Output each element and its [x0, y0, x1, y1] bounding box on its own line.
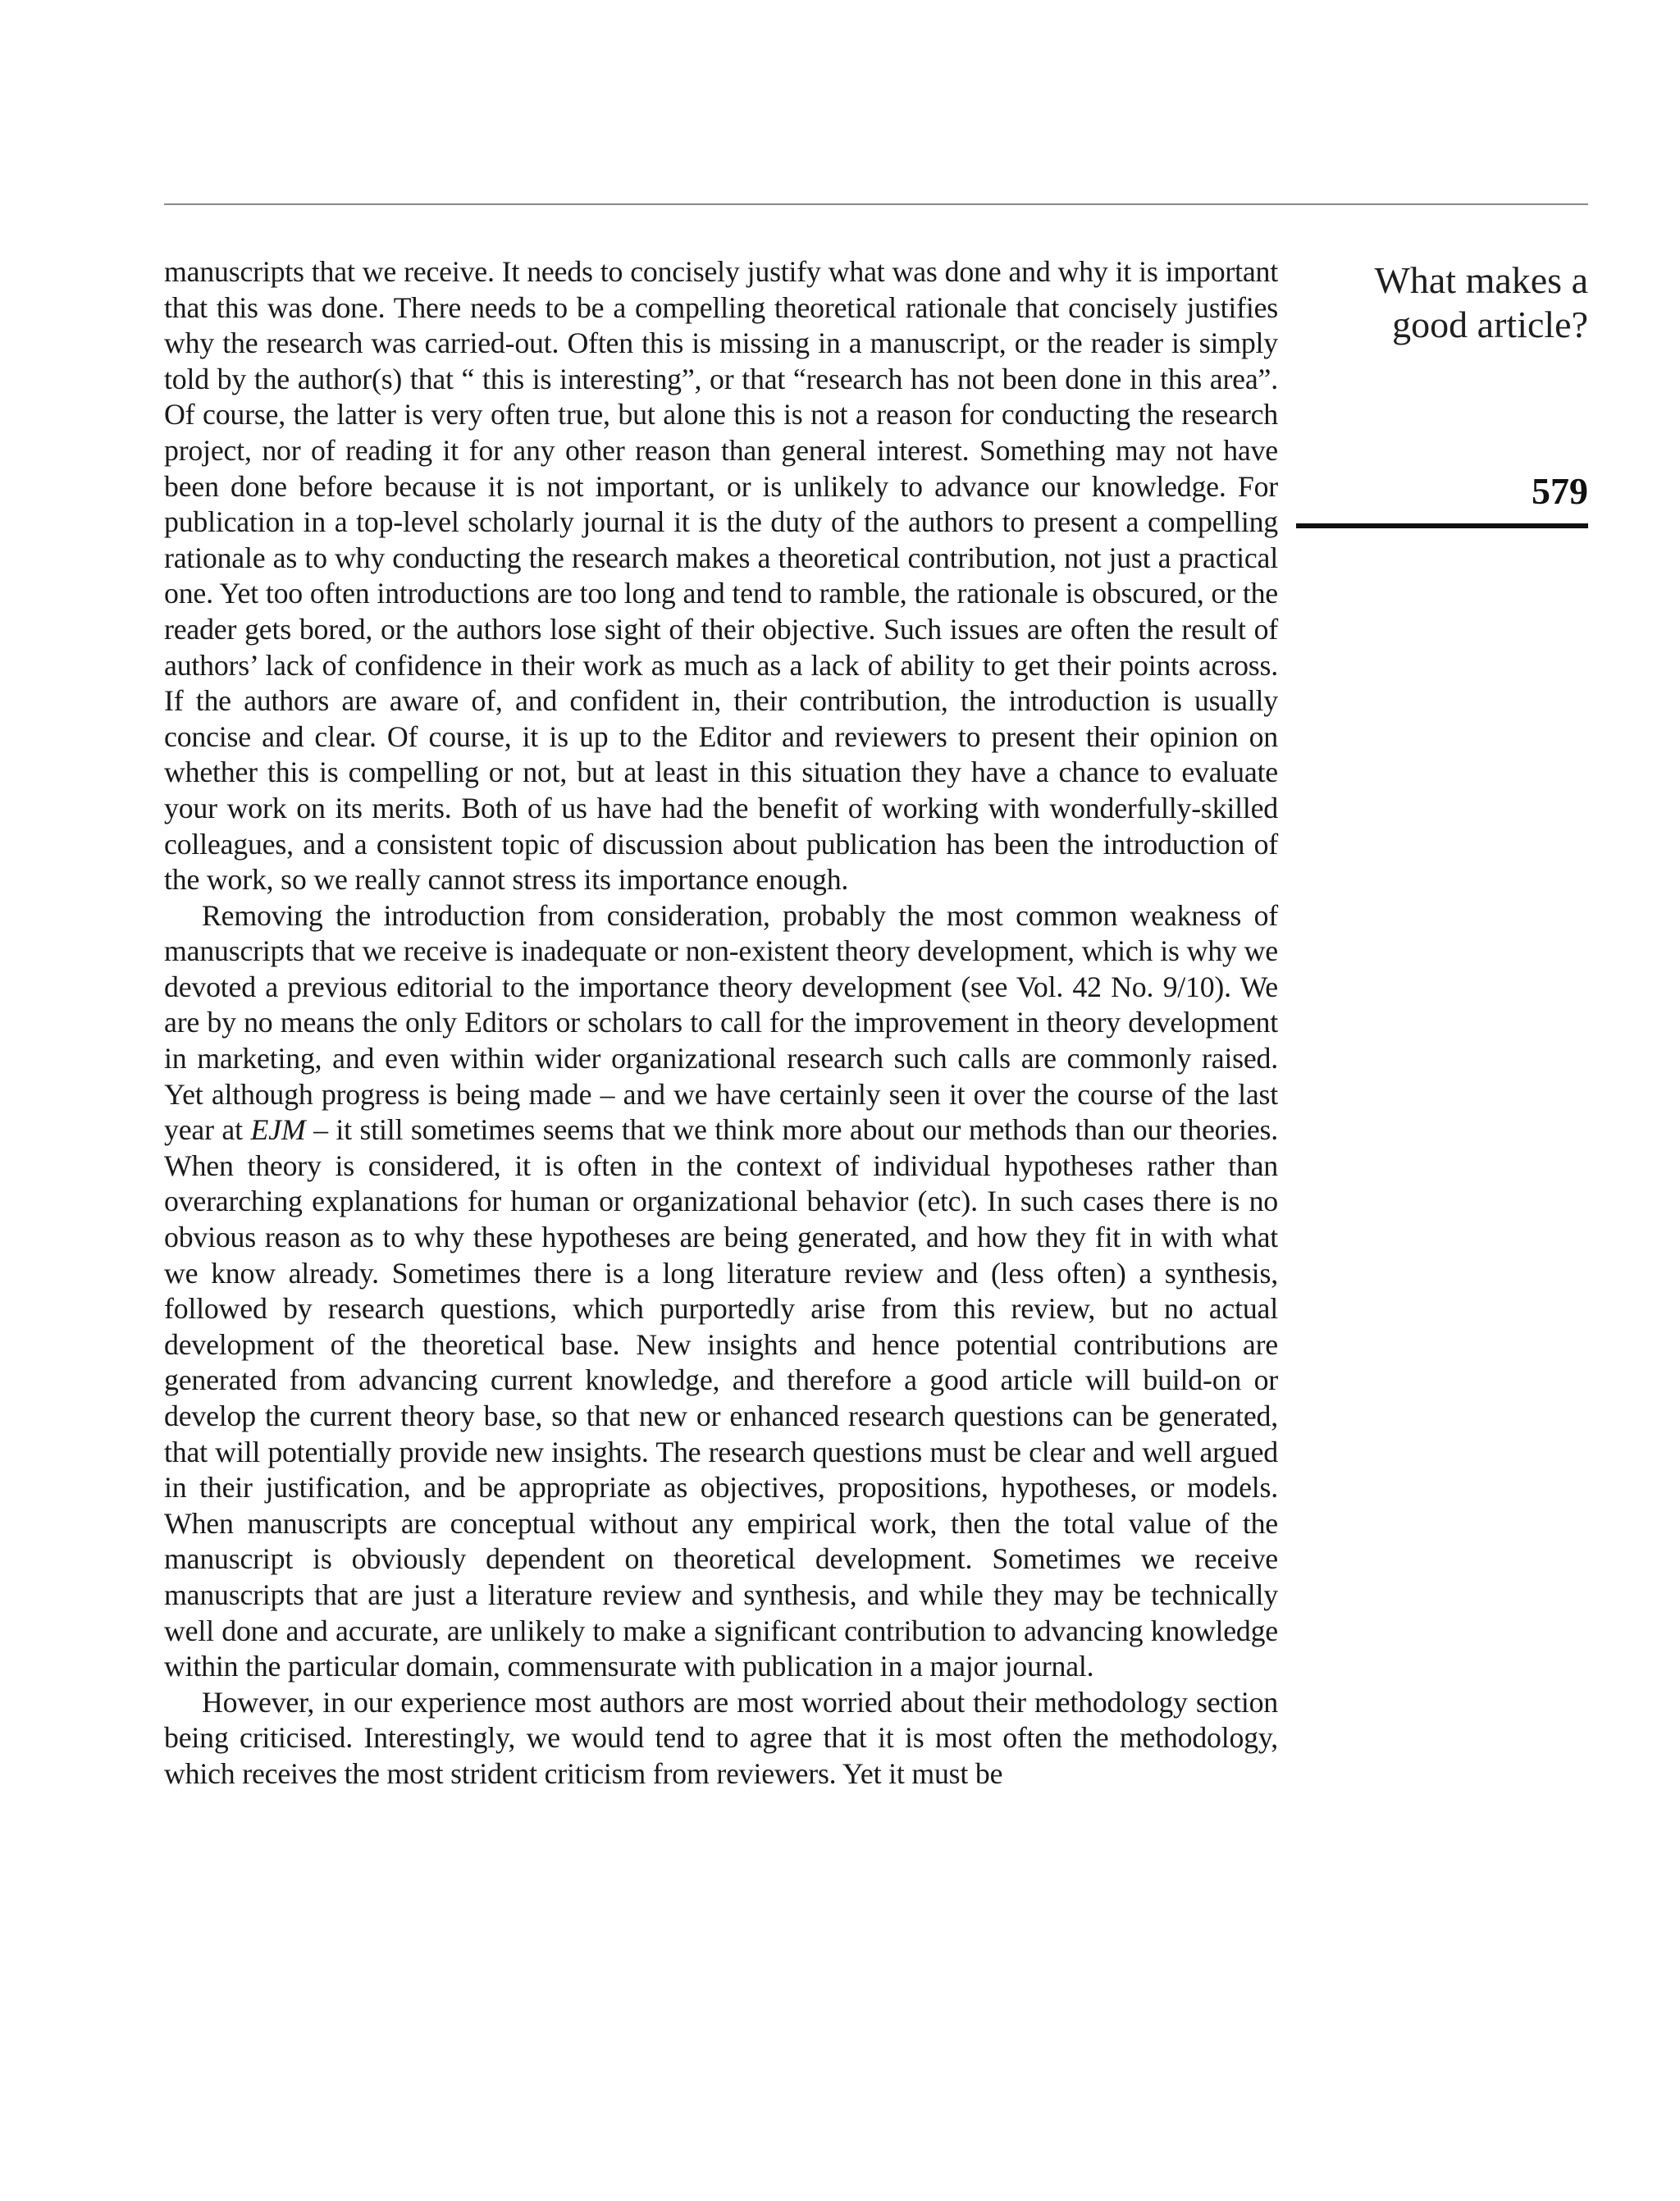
paragraph-1: manuscripts that we receive. It needs to concisely justify what was done and why it is important that this was done. There needs to be a compelling theoretical rationale that concisely justifies why the research was carried-out. Often this is missing in a manuscript, or the reader is simply told by the author(s) that “ this is interesting”, or that “research has not been done in this area”. Of course, the latter is very often true, but alone this is not a reason for conducting the research project, nor of reading it for any other reason than general interest. Something may not have been done before because it is not important, or is unlikely to advance our knowledge. For publication in a top-level scholarly journal it is the duty of the authors to present a compelling rationale as to why conducting the research makes a theoretical contribution, not just a practical one. Yet too often introductions are too long and tend to ramble, the rationale is obscured, or the reader gets bored, or the authors lose sight of their objective. Such issues are often the result of authors’ lack of confidence in their work as much as a lack of ability to get their points across. If the authors are aware of, and confident in, their contribution, the introduction is usually concise and clear. Of course, it is up to the Editor and reviewers to present their opinion on whether this is compelling or not, but at least in this situation they have a chance to evaluate your work on its merits. Both of us have had the benefit of working with wonderfully-skilled colleagues, and a consistent topic of discussion about publication has been the introduction of the work, so we really cannot stress its importance enough.: [164, 255, 1278, 897]
paragraph-2: [164, 898, 1278, 1685]
running-head-line-1: What makes a: [1374, 259, 1588, 301]
page-number: 579: [1532, 470, 1588, 512]
paragraph-3: However, in our experience most authors are most worried about their methodology section being criticised. Interestingly, we would tend to agree that it is most often the methodology, which receives the most strident criticism from reviewers. Yet it must be: [164, 1685, 1278, 1790]
running-head-line-2: good article?: [1392, 304, 1588, 345]
paragraph-2-part-2: – it still sometimes seems that we think more about our methods than our theories. When theory is considered, it is often in the context of individual hypotheses rather than overarching explanations for human or organizational behavior (etc). In such cases there is no obvious reason as to why these hypotheses are being generated, and how they fit in with what we know already. Sometimes there is a long literature review and (less often) a synthesis, followed by research questions, which purportedly arise from this review, but no actual development of the theoretical base. New insights and hence potential contributions are generated from advancing current knowledge, and therefore a good article will build-on or develop the current theory base, so that new or enhanced research questions can be generated, that will potentially provide new insights. The research questions must be clear and well argued in their justification, and be appropriate as objectives, propositions, hypotheses, or models. When manuscripts are conceptual without any empirical work, then the total value of the manuscript is obviously dependent on theoretical development. Sometimes we receive manuscripts that are just a literature review and synthesis, and while they may be technically well done and accurate, are unlikely to make a significant contribution to advancing knowledge within the particular domain, commensurate with publication in a major journal.: [164, 1113, 1278, 1683]
body-text: [164, 254, 1278, 1792]
paragraph-2-part-1: Removing the introduction from consideration, probably the most common weakness of manuscripts that we receive is inadequate or non-existent theory development, which is why we devoted a previous editorial to the importance theory development (see Vol. 42 No. 9/10). We are by no means the only Editors or scholars to call for the improvement in theory development in marketing, and even within wider organizational research such calls are commonly raised. Yet although progress is being made – and we have certainly seen it over the course of the last year at: [164, 898, 1278, 1147]
header-rule: [164, 203, 1588, 205]
journal-abbreviation: EJM: [250, 1113, 306, 1147]
margin-rule: [1296, 523, 1588, 528]
running-head: [1293, 258, 1588, 347]
